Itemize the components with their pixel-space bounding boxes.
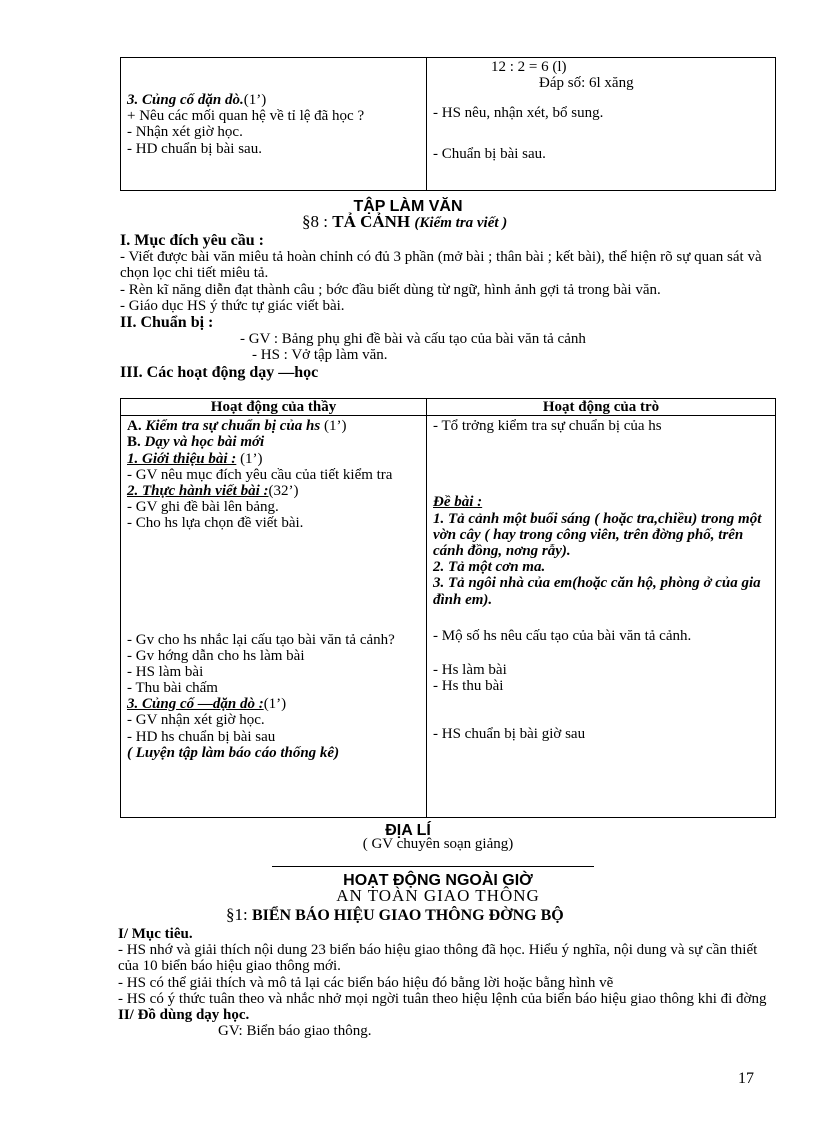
consolidate-heading: 3. Củng cố —dặn dò :(1’)	[127, 696, 287, 713]
geography-note: ( GV chuyên soạn giảng)	[362, 836, 514, 852]
group-leader-check: - Tổ trởng kiểm tra sự chuẩn bị của hs	[433, 418, 662, 435]
teacher-step: - HS làm bài	[127, 663, 204, 680]
activities-heading: III. Các hoạt động dạy —học	[120, 363, 319, 381]
traffic-goals-heading: I/ Mục tiêu.	[118, 926, 193, 942]
topic-item: 2. Tả một cơn ma.	[433, 559, 546, 576]
traffic-goals-section	[118, 926, 770, 1039]
new-lesson-heading: B. Dạy và học bài mới	[127, 434, 265, 451]
goal-item: - Giáo dục HS ý thức tự giác viết bài.	[120, 297, 345, 314]
practice-heading: 2. Thực hành viết bài :(32’)	[127, 482, 299, 499]
student-step: - Hs thu bài	[433, 678, 504, 695]
traffic-lesson-title: BIỂN BÁO HIỆU GIAO THÔNG ĐỜNG BỘ	[251, 907, 564, 924]
materials-heading: II/ Đồ dùng dạy học.	[118, 1006, 250, 1023]
goal-item: - Rèn kĩ năng diễn đạt thành câu ; bớc đầu biết dùng từ ngữ, hình ảnh gợi tả trong bài văn.	[120, 281, 661, 298]
teacher-column-cell	[121, 58, 427, 191]
practice-item: - Cho hs lựa chọn đề viết bài.	[127, 515, 304, 532]
consolidate-item: - GV nhận xét giờ học.	[127, 712, 265, 729]
teacher-activity-line: + Nêu các mối quan hệ về tỉ lệ đã học ?	[127, 108, 365, 125]
geography-title: ĐỊA LÍ	[385, 822, 431, 839]
practice-item: - GV ghi đề bài lên bảng.	[127, 499, 279, 516]
student-step: - Hs làm bài	[433, 661, 507, 678]
structure-answer: - Mộ số hs nêu cấu tạo của bài văn tả cảnh.	[433, 627, 692, 644]
traffic-goal-item: - HS có thể giải thích và mô tả lại các biển báo hiệu đó bằng lời hoặc bằng hình vẽ	[118, 974, 614, 991]
intro-text: - GV nêu mục đích yêu cầu của tiết kiểm tra	[127, 466, 393, 483]
section-divider	[272, 866, 594, 867]
student-activity-line: - HS nêu, nhận xét, bổ sung.	[433, 105, 604, 122]
student-column-cell	[427, 58, 776, 191]
topic-item: 3. Tả ngôi nhà của em(hoặc căn hộ, phòng ở của gia đình em).	[433, 575, 761, 608]
traffic-goal-item: - HS nhớ và giải thích nội dung 23 biển báo hiệu giao thông đã học. Hiểu ý nghĩa, nội dung và sự cần thiết của 10 biển báo hiệu giao thông mới.	[118, 942, 758, 975]
goals-heading: I. Mục đích yêu cầu :	[120, 232, 264, 249]
page-number: 17	[738, 1070, 754, 1087]
student-column-header: Hoạt động của trò	[427, 399, 776, 416]
topic-item: 1. Tả cảnh một buổi sáng ( hoặc tra,chiều) trong một vờn cây ( hay trong công viên, trên đờng phố, trên cánh đồng, nơng rẫy).	[433, 510, 762, 559]
subject-title: TẬP LÀM VĂN	[353, 198, 463, 215]
structure-question: - Gv cho hs nhắc lại cấu tạo bài văn tả cảnh?	[127, 631, 395, 648]
calculation-line: 12 : 2 = 6 (l)	[491, 59, 567, 75]
answer-line: Đáp số: 6l xăng	[539, 75, 634, 92]
lesson-title: TẢ CẢNH	[332, 212, 411, 231]
teacher-step: - Thu bài chấm	[127, 680, 218, 697]
traffic-lesson-title-line	[226, 906, 564, 924]
check-preparation: A. Kiểm tra sự chuẩn bị của hs (1’)	[127, 418, 347, 435]
teacher-activity-line: - HD chuẩn bị bài sau.	[127, 140, 262, 157]
goal-item: - Viết được bài văn miêu tả hoàn chỉnh có đủ 3 phần (mở bài ; thân bài ; kết bài), thể hiện rõ sự quan sát và chọn lọc chi tiết miêu tả.	[120, 249, 762, 282]
extracurricular-title: HOẠT ĐỘNG NGOÀI GIỜ	[343, 872, 533, 889]
prep-item: - GV : Bảng phụ ghi đề bài và cấu tạo của bài văn tả cảnh	[240, 331, 586, 348]
prep-heading: II. Chuẩn bị :	[120, 314, 214, 332]
consolidation-heading: 3. Củng cố dặn dò.(1’)	[127, 92, 267, 108]
activity-table	[120, 398, 776, 818]
section-number: §1:	[226, 905, 248, 924]
teacher-activity-line: - Nhận xét giờ học.	[127, 124, 243, 141]
intro-heading: 1. Giới thiệu bài : (1’)	[127, 450, 263, 467]
teacher-activities	[121, 416, 427, 818]
teacher-step: - Gv hớng dẫn cho hs làm bài	[127, 647, 305, 664]
section-number: §8 :	[302, 212, 328, 231]
consolidate-item: - HD hs chuẩn bị bài sau	[127, 728, 276, 745]
topic-heading: Đề bài :	[433, 494, 483, 511]
lesson-end-table	[120, 57, 776, 191]
materials-item: GV: Biển báo giao thông.	[218, 1023, 372, 1040]
next-lesson: ( Luyện tập làm báo cáo thống kê)	[127, 744, 340, 761]
lesson-title-line	[302, 213, 507, 231]
goals-section	[120, 232, 770, 381]
student-prepare: - HS chuẩn bị bài giờ sau	[433, 726, 586, 743]
student-activities	[427, 416, 776, 818]
traffic-goal-item: - HS có ý thức tuân theo và nhắc nhở mọi ngời tuân theo hiệu lệnh của biển báo hiệu giao thông khi đi đờng	[118, 990, 767, 1007]
prep-item: - HS : Vở tập làm văn.	[252, 347, 388, 364]
traffic-safety-title: AN TOÀN GIAO THÔNG	[336, 886, 540, 905]
student-activity-line: - Chuẩn bị bài sau.	[433, 145, 546, 162]
teacher-column-header: Hoạt động của thầy	[121, 399, 427, 416]
lesson-title-note: (Kiểm tra viết )	[414, 215, 508, 231]
